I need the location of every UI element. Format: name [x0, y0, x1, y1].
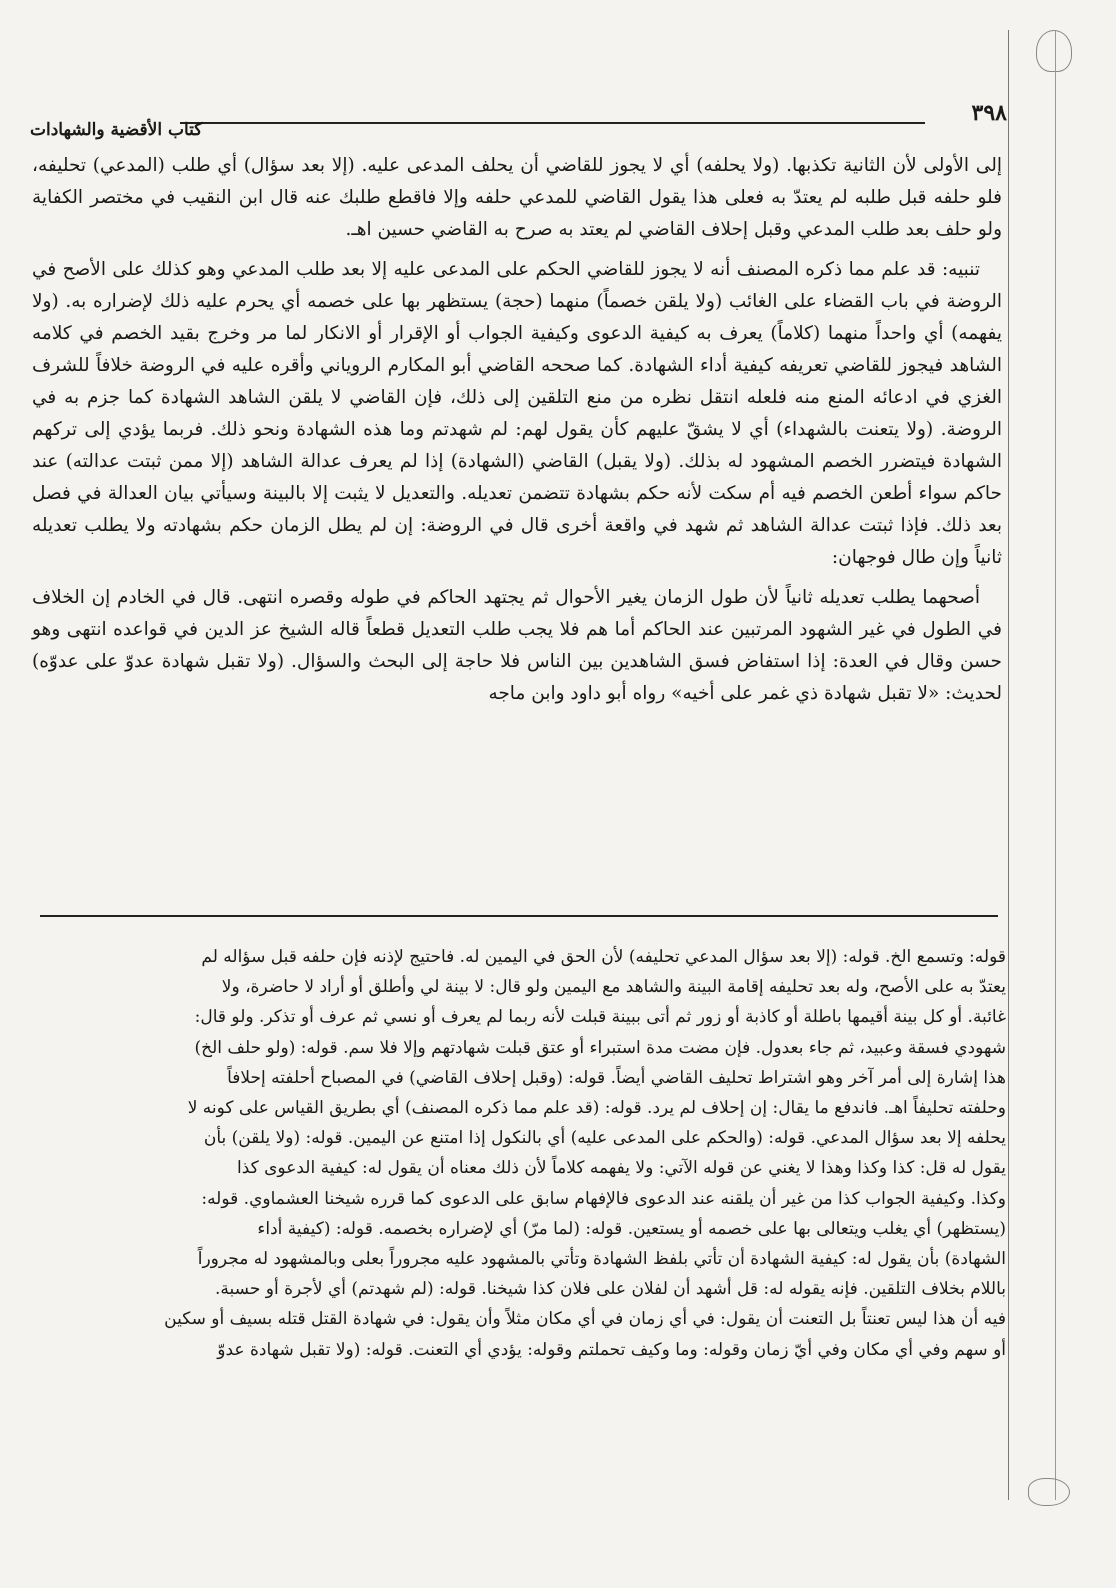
commentary-line: يقول له قل: كذا وكذا وهذا لا يغني عن قوله الآتي: ولا يفهمه كلاماً لأن ذلك معناه أن يقول له: كيفية الدعوى كذا [236, 1158, 1006, 1179]
commentary-line: وحلفته تحليفاً اهـ. فاندفع ما يقال: إن إحلاف لم يرد. قوله: (قد علم مما ذكره المصنف) أي بطريق القياس على كونه لا [187, 1098, 1006, 1119]
scroll-ornament-bottom [1028, 1478, 1070, 1506]
main-paragraph: أصحهما يطلب تعديله ثانياً لأن طول الزمان يغير الأحوال ثم يجتهد الحاكم في طوله وقصره انتهى. قال في الخادم إن الخلاف في الطول في غير الشهود المرتبين عند الحاكم أما هم فلا يجب طلب التعديل قطعاً قاله الشيخ عز الدين في قواعده انتهى وهو حسن وقال في العدة: إذا استفاض فسق الشاهدين بين الناس فلا حاجة إلى البحث والسؤال. (ولا تقبل شهادة عدوّ على عدوّه) لحديث: «لا تقبل شهادة ذي غمر على أخيه» رواه أبو داود وابن ماجه [32, 587, 1002, 704]
commentary-line: شهودي فسقة وعبيد، ثم جاء بعدول. فإن مضت مدة استبراء أو عتق قبلت شهادتهم وإلا فلا سم. قوله: (ولو حلف الخ) [194, 1037, 1006, 1058]
commentary-line: (يستظهر) أي يغلب ويتعالى بها على خصمه أو يستعين. قوله: (لما مرّ) أي لإضراره بخصمه. قوله: (كيفية أداء [257, 1218, 1006, 1239]
commentary-line: قوله: وتسمع الخ. قوله: (إلا بعد سؤال المدعي تحليفه) لأن الحق في اليمين له. فاحتيج لإذنه فإن حلفه قبل سؤاله لم [201, 947, 1006, 967]
main-paragraph: إلى الأولى لأن الثانية تكذبها. (ولا يحلفه) أي لا يجوز للقاضي أن يحلف المدعى عليه. (إلا بعد سؤال) أي طلب (المدعي) تحليفه، فلو حلفه قبل طلبه لم يعتدّ به فعلى هذا يقول القاضي للمدعي حلفه وإلا فاقطع طلبك عنه قال ابن النقيب في مختصر الكفاية ولو حلف بعد طلب المدعي وقبل إحلاف القاضي لم يعتد به صرح به القاضي حسين اهـ. [32, 155, 1002, 240]
header-rule [180, 122, 925, 124]
commentary-line: الشهادة) بأن يقول له: كيفية الشهادة أن تأتي بلفظ الشهادة وتأتي بالمشهود عليه مجروراً بعلى وبالمشهود له مجروراً [197, 1249, 1006, 1270]
commentary-line: يعتدّ به على الأصح، وله بعد تحليفه إقامة البينة والشاهد مع اليمين ولو قال: لا بينة لي وأطلق أو أراد لا حاضرة، ولا [221, 977, 1006, 998]
commentary-line: هذا إشارة إلى أمر آخر وهو اشتراط تحليف القاضي أيضاً. قوله: (وقبل إحلاف القاضي) في المصباح أحلفته إحلافاً [227, 1067, 1006, 1088]
footnote-divider [40, 915, 998, 917]
main-paragraph: تنبيه: قد علم مما ذكره المصنف أنه لا يجوز للقاضي الحكم على المدعى عليه إلا بعد طلب المدعي وهو كذلك على الأصح في الروضة في باب القضاء على الغائب (ولا يلقن خصماً) منهما (حجة) يستظهر بها على خصمه أي يحرم عليه ذلك لإضراره به. (ولا يفهمه) أي واحداً منهما (كلاماً) يعرف به كيفية الدعوى وكيفية الجواب أو الإقرار أو الانكار لما مر وخرج بقيد الخصم في كلامه الشاهد فيجوز للقاضي تعريفه كيفية أداء الشهادة. كما صححه القاضي أبو المكارم الروياني وأقره عليه في الروضة خلافاً للشرف الغزي في ادعائه المنع منه فلعله انتقل نظره من منع التلقين إلى ذلك، فإن القاضي لا يلقن الشاهد الشهادة كما جزم به في الروضة. (ولا يتعنت بالشهداء) أي لا يشقّ عليهم كأن يقول لهم: لم شهدتم وما هذه الشهادة ونحو ذلك. فربما يؤدي إلى تركهم الشهادة فيتضرر الخصم المشهود له بذلك. (ولا يقبل) القاضي (الشهادة) إذا لم يعرف عدالة الشاهد (إلا ممن ثبتت عدالته) عند حاكم سواء أطعن الخصم فيه أم سكت لأنه حكم بشهادة تتضمن تعديله. والتعديل لا يثبت إلا بالبينة وسيأتي بيان العدالة في فصل بعد ذلك. فإذا ثبتت عدالة الشاهد ثم شهد في واقعة أخرى قال في الروضة: إن لم يطل الزمان حكم بشهادته ولا يطلب تعديله ثانياً وإن طال فوجهان: [32, 259, 1002, 568]
commentary-line: فيه أن هذا ليس تعنتاً بل التعنت أن يقول: في أي زمان في أي مكان مثلاً وأن يقول: في شهادة القتل قتله بسيف أو سكين [164, 1309, 1006, 1330]
decorative-frame [1008, 30, 1056, 1500]
commentary-text [30, 942, 1006, 1365]
commentary-line: باللام بخلاف التلقين. فإنه يقوله له: قل أشهد أن لفلان على فلان كذا شيخنا. قوله: (لم شهدتم) أي لأجرة أو حسبة. [215, 1279, 1006, 1300]
page-header [30, 96, 1015, 140]
running-title: كتاب الأقضية والشهادات [30, 120, 203, 140]
commentary-line: غائبة. أو كل بينة أقيمها باطلة أو كاذبة أو زور ثم أتى ببينة قبلت لأنه ربما لم يعرف أو نسي ثم عرف أو تذكر. ولو قال: [194, 1007, 1006, 1028]
commentary-line: أو سهم وفي أي مكان وفي أيّ زمان وقوله: وما وكيف تحملتم وقوله: يؤدي أي التعنت. قوله: (ولا تقبل شهادة عدوّ [217, 1339, 1006, 1360]
page-number: ٣٩٨ [971, 100, 1007, 126]
commentary-line: وكذا. وكيفية الجواب كذا من غير أن يلقنه عند الدعوى فالإفهام سابق على الدعوى كما قرره شيخنا العشماوي. قوله: [201, 1188, 1006, 1209]
commentary-line: يحلفه إلا بعد سؤال المدعي. قوله: (والحكم على المدعى عليه) أي بالنكول إذا امتنع عن اليمين. قوله: (ولا يلقن) بأن [203, 1128, 1006, 1149]
main-text [32, 150, 1002, 718]
